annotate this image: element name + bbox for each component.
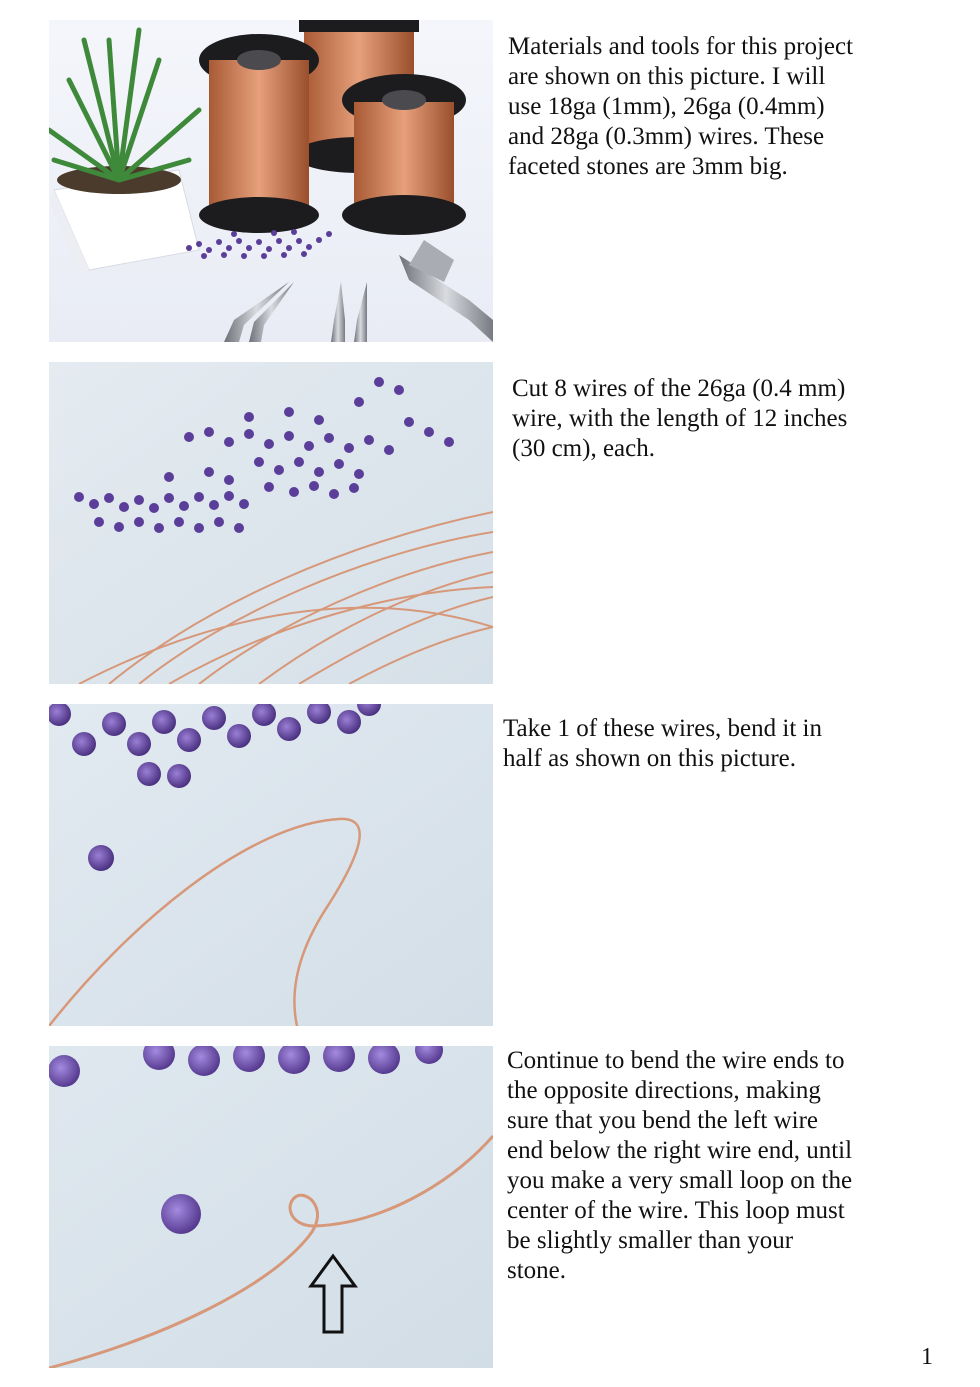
materials-and-tools-photo <box>49 20 493 342</box>
step-2-text: Cut 8 wires of the 26ga (0.4 mm) wire, with the length of 12 inches (30 cm), each. <box>512 375 848 462</box>
bend-wire-half-photo <box>49 704 493 1026</box>
wire-spool-right <box>342 74 466 235</box>
step-4-text: Continue to bend the wire ends to the opposite directions, making sure that you bend the left wire end below the right wire end, until you make a very small loop on the center of the wire. This loop must be slightly smaller than your stone. <box>507 1047 853 1284</box>
wire-spool-left <box>199 34 319 233</box>
step-1-text: Materials and tools for this project are shown on this picture. I will use 18ga (1mm), 26ga (0.4mm) and 28ga (0.3mm) wires. These faceted stones are 3mm big. <box>508 33 854 180</box>
step-3-text: Take 1 of these wires, bend it in half as shown on this picture. <box>503 715 822 772</box>
small-loop-photo <box>49 1046 493 1368</box>
cut-wires-photo <box>49 362 493 684</box>
page-number: 1 <box>921 1344 933 1370</box>
